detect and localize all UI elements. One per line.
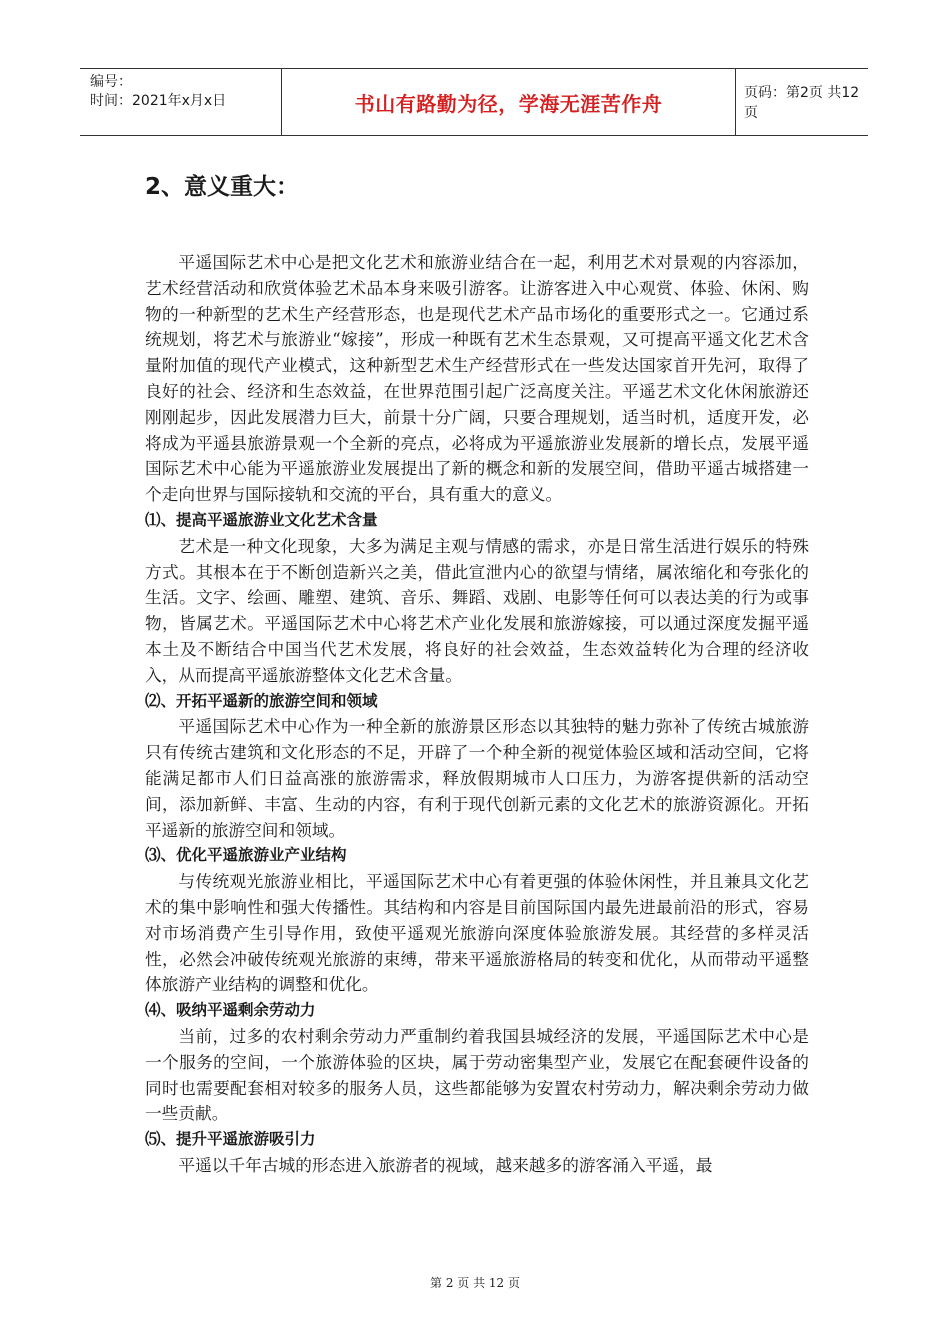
section-heading: ⑶、优化平遥旅游业产业结构 xyxy=(145,846,347,865)
section-paragraph: 平遥以千年古城的形态进入旅游者的视域，越来越多的游客涌入平遥，最 xyxy=(178,1154,713,1175)
page-info: 页码：第2页 共12页 xyxy=(744,85,860,121)
section-paragraph: 当前，过多的农村剩余劳动力严重制约着我国县城经济的发展，平遥国际艺术中心是一个服务的空间，一个旅游体验的区块，属于劳动密集型产业，发展它在配套硬件设备的同时也需要配套相对较多的服务人员，这些都能够为安置农村劳动力，解决剩余劳动力做一些贡献。 xyxy=(145,1025,809,1124)
header-motto-cell xyxy=(282,69,736,135)
section-title: 2、意义重大： xyxy=(145,174,300,200)
motto: 书山有路勤为径，学海无涯苦作舟 xyxy=(354,91,663,116)
page-footer: 第 2 页 共 12 页 xyxy=(430,1276,520,1290)
header-table xyxy=(80,68,868,136)
section-heading: ⑵、开拓平遥新的旅游空间和领域 xyxy=(145,691,378,710)
section-heading: ⑷、吸纳平遥剩余劳动力 xyxy=(145,1001,316,1020)
section-paragraph: 艺术是一种文化现象，大多为满足主观与情感的需求，亦是日常生活进行娱乐的特殊方式。其根本在于不断创造新兴之美，借此宣泄内心的欲望与情绪，属浓缩化和夸张化的生活。文字、绘画、雕塑、建筑、音乐、舞蹈、戏剧、电影等任何可以表达美的行为或事物，皆属艺术。平遥国际艺术中心将艺术产业化发展和旅游嫁接，可以通过深度发掘平遥本土及不断结合中国当代艺术发展，将良好的社会效益，生态效益转化为合理的经济收入，从而提高平遥旅游整体文化艺术含量。 xyxy=(145,535,809,685)
header-meta xyxy=(80,69,282,135)
section-paragraph: 平遥国际艺术中心作为一种全新的旅游景区形态以其独特的魅力弥补了传统古城旅游只有传统古建筑和文化形态的不足，开辟了一个种全新的视觉体验区域和活动空间，它将能满足都市人们日益高涨的旅游需求，释放假期城市人口压力，为游客提供新的活动空间，添加新鲜、丰富、生动的内容，有利于现代创新元素的文化艺术的旅游资源化。开拓平遥新的旅游空间和领域。 xyxy=(145,716,809,840)
section-heading: ⑸、提升平遥旅游吸引力 xyxy=(145,1130,316,1149)
section-paragraph: 与传统观光旅游业相比，平遥国际艺术中心有着更强的体验休闲性，并且兼具文化艺术的集中影响性和强大传播性。其结构和内容是目前国际国内最先进最前沿的形式，容易对市场消费产生引导作用，致使平遥观光旅游向深度体验旅游发展。其经营的多样灵活性，必然会冲破传统观光旅游的束缚，带来平遥旅游格局的转变和优化，从而带动平遥整体旅游产业结构的调整和优化。 xyxy=(145,871,809,995)
time-label: 时间：2021年x月x日 xyxy=(90,93,227,109)
number-label: 编号： xyxy=(90,74,132,90)
document-body xyxy=(145,250,809,1179)
intro-paragraph: 平遥国际艺术中心是把文化艺术和旅游业结合在一起，利用艺术对景观的内容添加，艺术经营活动和欣赏体验艺术品本身来吸引游客。让游客进入中心观赏、体验、休闲、购物的一种新型的艺术生产经营形态，也是现代艺术产品市场化的重要形式之一。它通过系统规划，将艺术与旅游业“嫁接”，形成一种既有艺术生态景观，又可提高平遥文化艺术含量附加值的现代产业模式，这种新型艺术生产经营形式在一些发达国家首开先河，取得了良好的社会、经济和生态效益，在世界范围引起广泛高度关注。平遥艺术文化休闲旅游还刚刚起步，因此发展潜力巨大，前景十分广阔，只要合理规划，适当时机，适度开发，必将成为平遥县旅游景观一个全新的亮点，必将成为平遥旅游业发展新的增长点，发展平遥国际艺术中心能为平遥旅游业发展提出了新的概念和新的发展空间，借助平遥古城搭建一个走向世界与国际接轨和交流的平台，具有重大的意义。 xyxy=(145,252,809,505)
section-heading: ⑴、提高平遥旅游业文化艺术含量 xyxy=(145,510,378,529)
